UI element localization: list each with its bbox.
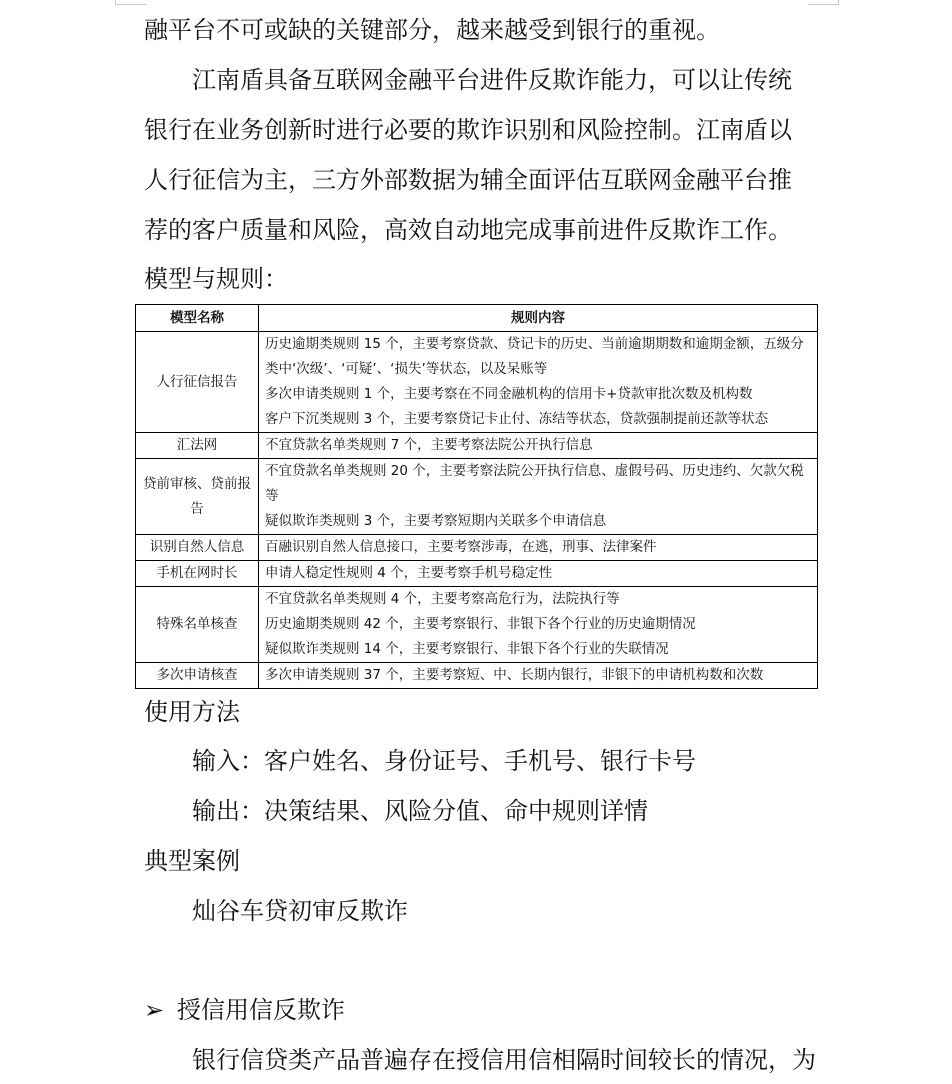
section-bullet-arrow-icon: ➢ — [144, 996, 165, 1024]
usage-output: 输出：决策结果、风险分值、命中规则详情 — [192, 797, 648, 825]
table-row — [136, 561, 818, 587]
case-heading: 典型案例 — [144, 847, 240, 875]
usage-input: 输入：客户姓名、身份证号、手机号、银行卡号 — [192, 747, 696, 775]
rule-content-cell — [259, 332, 818, 433]
model-name-cell: 手机在网时长 — [136, 561, 259, 587]
section-title: 授信用信反欺诈 — [177, 996, 345, 1024]
column-header-rule-content: 规则内容 — [259, 305, 818, 332]
model-name-cell: 贷前审核、贷前报告 — [136, 459, 259, 535]
page-corner-mark-left — [115, 0, 146, 5]
rules-table — [135, 304, 818, 689]
rule-content-cell — [259, 459, 818, 535]
rule-content-cell — [259, 535, 818, 561]
usage-heading: 使用方法 — [144, 698, 240, 726]
rule-line: 疑似欺诈类规则 3 个，主要考察短期内关联多个申请信息 — [265, 513, 607, 529]
model-name-cell: 特殊名单核查 — [136, 587, 259, 663]
rule-line: 历史逾期类规则 15 个，主要考察贷款、贷记卡的历史、当前逾期期数和逾期金额，五级分类中‘次级’、‘可疑’、‘损失’等状态，以及呆账等 — [265, 336, 804, 377]
rule-line: 不宜贷款名单类规则 20 个，主要考察法院公开执行信息、虚假号码、历史违约、欠款欠税等 — [265, 463, 804, 504]
rule-content-cell — [259, 587, 818, 663]
rule-line: 历史逾期类规则 42 个，主要考察银行、非银下各个行业的历史逾期情况 — [265, 616, 696, 632]
rule-line: 疑似欺诈类规则 14 个，主要考察银行、非银下各个行业的失联情况 — [265, 641, 669, 657]
rule-line: 多次申请类规则 1 个，主要考察在不同金融机构的信用卡+贷款审批次数及机构数 — [265, 386, 753, 402]
intro-line: 融平台不可或缺的关键部分，越来越受到银行的重视。 — [144, 16, 720, 44]
rule-line: 多次申请类规则 37 个，主要考察短、中、长期内银行，非银下的申请机构数和次数 — [265, 667, 764, 683]
rule-line: 不宜贷款名单类规则 4 个，主要考察高危行为，法院执行等 — [265, 591, 620, 607]
table-header-row — [136, 305, 818, 332]
column-header-model-name: 模型名称 — [136, 305, 259, 332]
model-name-cell: 多次申请核查 — [136, 663, 259, 689]
rule-line: 不宜贷款名单类规则 7 个，主要考察法院公开执行信息 — [265, 437, 593, 453]
rule-line: 客户下沉类规则 3 个，主要考察贷记卡止付、冻结等状态，贷款强制提前还款等状态 — [265, 411, 769, 427]
table-row — [136, 459, 818, 535]
rule-line: 百融识别自然人信息接口，主要考察涉毒，在逃，刑事、法律案件 — [265, 539, 657, 555]
case-item: 灿谷车贷初审反欺诈 — [192, 897, 408, 925]
rule-content-cell — [259, 433, 818, 459]
model-heading: 模型与规则： — [144, 265, 288, 293]
intro-paragraph: 江南盾具备互联网金融平台进件反欺诈能力，可以让传统银行在业务创新时进行必要的欺诈识别和风险控制。江南盾以人行征信为主，三方外部数据为辅全面评估互联网金融平台推荐的客户质量和风险，高效自动地完成事前进件反欺诈工作。 — [144, 66, 792, 244]
model-name-cell: 识别自然人信息 — [136, 535, 259, 561]
table-row — [136, 535, 818, 561]
table-row — [136, 587, 818, 663]
model-name-cell: 人行征信报告 — [136, 332, 259, 433]
rule-content-cell — [259, 663, 818, 689]
rule-line: 申请人稳定性规则 4 个，主要考察手机号稳定性 — [265, 565, 553, 581]
table-row — [136, 433, 818, 459]
rule-content-cell — [259, 561, 818, 587]
table-row — [136, 663, 818, 689]
section-first-line: 银行信贷类产品普遍存在授信用信相隔时间较长的情况，为 — [192, 1046, 816, 1074]
model-name-cell: 汇法网 — [136, 433, 259, 459]
table-row — [136, 332, 818, 433]
